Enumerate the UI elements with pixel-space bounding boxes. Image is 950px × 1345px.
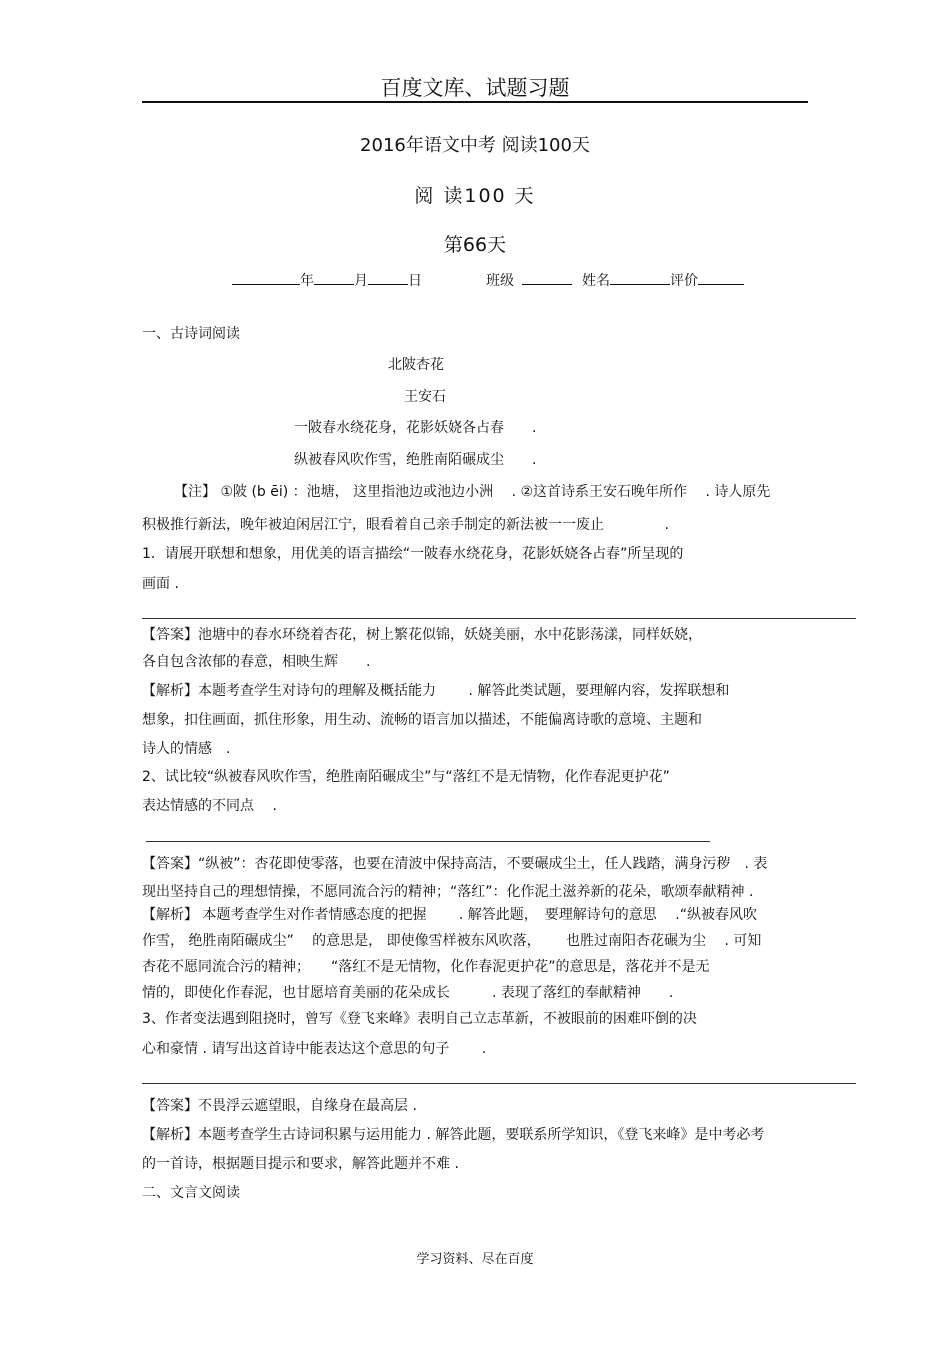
q1-answer-line-2: 各自包含浓郁的春意，相映生辉 . (142, 654, 371, 670)
q3-analysis-line-1: 【解析】本题考查学生古诗词积累与运用能力 . 解答此题，要联系所学知识，《登飞来峰》是中考必考 (142, 1127, 765, 1143)
document-header-title: 百度文库、试题习题 (380, 76, 570, 100)
q2-analysis-line-1: 【解析】 本题考查学生对作者情感态度的把握 . 解答此题， 要理解诗句的意思 .“纵被春风吹 (142, 907, 757, 923)
month-blank[interactable] (314, 270, 354, 285)
grade-blank[interactable] (698, 270, 744, 285)
q3-answer-line[interactable] (142, 1083, 856, 1084)
grade-label: 评价 (670, 273, 698, 289)
q2-answer-line[interactable] (146, 841, 710, 842)
q2-answer-line-2: 现出坚持自己的理想情操，不愿同流合污的精神；“落红”：化作泥土滋养新的花朵，歌颂奉献精神 . (142, 884, 754, 900)
poem-line-2: 纵被春风吹作雪，绝胜南陌碾成尘 . (294, 452, 537, 468)
name-label: 姓名 (582, 273, 610, 289)
q2-analysis-line-2: 作雪， 绝胜南陌碾成尘” 的意思是， 即使像雪样被东风吹落， 也胜过南阳杏花碾为尘 . 可知 (142, 933, 762, 949)
main-title: 2016年语文中考 阅读100天 (360, 135, 590, 156)
q1-question-line-2: 画面 . (142, 576, 179, 592)
class-label: 班级 (486, 273, 514, 289)
note-line-2: 积极推行新法，晚年被迫闲居江宁，眼看着自己亲手制定的新法被一一废止 . (142, 517, 669, 533)
year-blank[interactable] (232, 270, 300, 285)
sub-title: 阅 读100 天 (414, 185, 536, 207)
q3-answer-line-1: 【答案】不畏浮云遮望眼，自缘身在最高层 . (142, 1098, 417, 1114)
q2-analysis-line-3: 杏花不愿同流合污的精神； “落红不是无情物，化作春泥更护花”的意思是，落花并不是无 (142, 959, 710, 975)
q2-question-line-2: 表达情感的不同点 . (142, 798, 277, 814)
note-line-1: 【注】 ①陂 (b ēi) ：池塘， 这里指池边或池边小洲 . ②这首诗系王安石晚年所作 . 诗人原先 (174, 484, 771, 500)
day-label: 日 (408, 273, 422, 289)
name-blank[interactable] (610, 270, 670, 285)
day-title: 第66天 (443, 234, 507, 256)
q2-answer-line-1: 【答案】“纵被”：杏花即使零落，也要在清波中保持高洁，不要碾成尘土，任人践踏，满身污秽 . 表 (142, 856, 768, 872)
q1-answer-line[interactable] (142, 618, 856, 619)
q1-question-line-1: 1．请展开联想和想象，用优美的语言描绘“一陂春水绕花身，花影妖娆各占春”所呈现的 (142, 546, 684, 562)
header-rule (142, 101, 808, 103)
year-label: 年 (300, 273, 314, 289)
q3-question-line-1: 3、作者变法遇到阻挠时，曾写《登飞来峰》表明自己立志革新，不被眼前的困难吓倒的决 (142, 1011, 697, 1027)
q1-analysis-line-3: 诗人的情感 . (142, 741, 231, 757)
section2-heading: 二、文言文阅读 (142, 1185, 240, 1201)
poem-line-1: 一陂春水绕花身，花影妖娆各占春 . (294, 420, 537, 436)
class-blank[interactable] (522, 270, 572, 285)
page-footer: 学习资料、尽在百度 (416, 1252, 534, 1267)
q3-question-line-2: 心和豪情 . 请写出这首诗中能表达这个意思的句子 . (142, 1041, 487, 1057)
q3-analysis-line-2: 的一首诗，根据题目提示和要求，解答此题并不难 . (142, 1156, 459, 1172)
q1-analysis-line-1: 【解析】本题考查学生对诗句的理解及概括能力 . 解答此类试题，要理解内容，发挥联想和 (142, 683, 730, 699)
q1-answer-line-1: 【答案】池塘中的春水环绕着杏花，树上繁花似锦，妖娆美丽，水中花影荡漾，同样妖娆， (142, 627, 702, 643)
student-info-line (232, 270, 744, 290)
month-label: 月 (354, 273, 368, 289)
section1-heading: 一、古诗词阅读 (142, 326, 240, 342)
poem-title: 北陂杏花 (388, 357, 444, 373)
poem-author: 王安石 (404, 389, 446, 405)
q1-analysis-line-2: 想象，扣住画面，抓住形象，用生动、流畅的语言加以描述，不能偏离诗歌的意境、主题和 (142, 712, 702, 728)
q2-question-line-1: 2、试比较“纵被春风吹作雪，绝胜南陌碾成尘”与“落红不是无情物，化作春泥更护花” (142, 769, 670, 785)
q2-analysis-line-4: 情的，即使化作春泥，也甘愿培育美丽的花朵成长 . 表现了落红的奉献精神 . (142, 985, 674, 1001)
day-blank[interactable] (368, 270, 408, 285)
